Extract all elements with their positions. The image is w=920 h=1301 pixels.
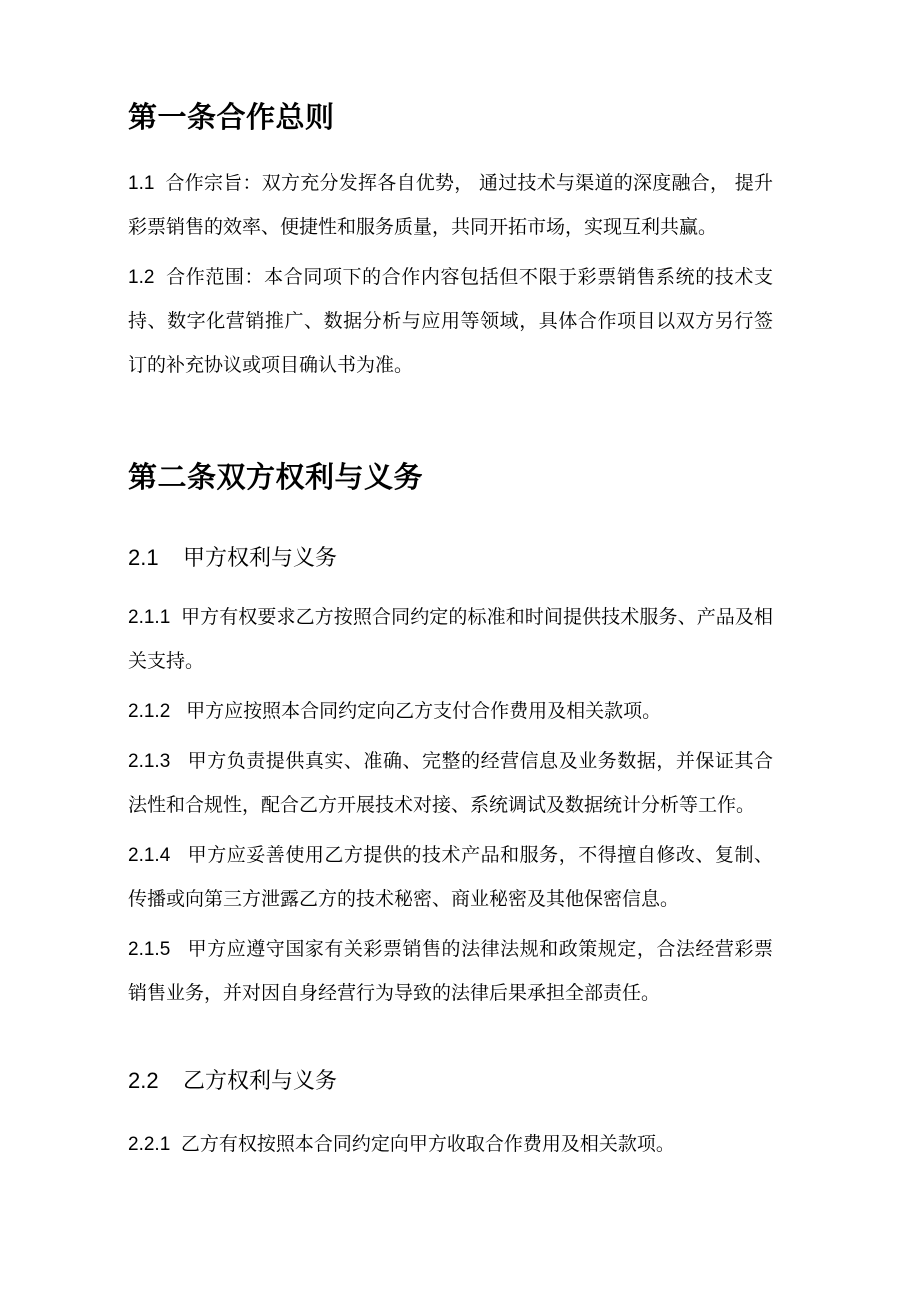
clause-2-1-1: 2.1.1 甲方有权要求乙方按照合同约定的标准和时间提供技术服务、产品及相关支持。 bbox=[128, 606, 773, 672]
clause-2-1-4: 2.1.4 甲方应妥善使用乙方提供的技术产品和服务，不得擅自修改、复制、传播或向第三方泄露乙方的技术秘密、商业秘密及其他保密信息。 bbox=[128, 844, 773, 910]
article-heading-2: 第二条双方权利与义务 bbox=[128, 462, 424, 495]
section-heading-2-1: 2.1 甲方权利与义务 bbox=[128, 544, 338, 570]
clause-2-1-5: 2.1.5 甲方应遵守国家有关彩票销售的法律法规和政策规定，合法经营彩票销售业务，并对因自身经营行为导致的法律后果承担全部责任。 bbox=[128, 938, 773, 1004]
section-heading-2-2: 2.2 乙方权利与义务 bbox=[128, 1067, 338, 1093]
article-heading-1: 第一条合作总则 bbox=[128, 102, 335, 134]
document-body bbox=[128, 100, 773, 1167]
clause-1-2: 1.2 合作范围：本合同项下的合作内容包括但不限于彩票销售系统的技术支持、数字化营销推广、数据分析与应用等领域，具体合作项目以双方另行签订的补充协议或项目确认书为准。 bbox=[128, 267, 773, 377]
clause-2-1-2: 2.1.2 甲方应按照本合同约定向乙方支付合作费用及相关款项。 bbox=[128, 700, 662, 722]
clause-2-1-3: 2.1.3 甲方负责提供真实、准确、完整的经营信息及业务数据，并保证其合法性和合规性，配合乙方开展技术对接、系统调试及数据统计分析等工作。 bbox=[128, 750, 773, 816]
clause-1-1: 1.1 合作宗旨：双方充分发挥各自优势， 通过技术与渠道的深度融合， 提升彩票销售的效率、便捷性和服务质量，共同开拓市场，实现互利共赢。 bbox=[128, 173, 773, 239]
clause-2-2-1: 2.2.1 乙方有权按照本合同约定向甲方收取合作费用及相关款项。 bbox=[128, 1133, 675, 1155]
